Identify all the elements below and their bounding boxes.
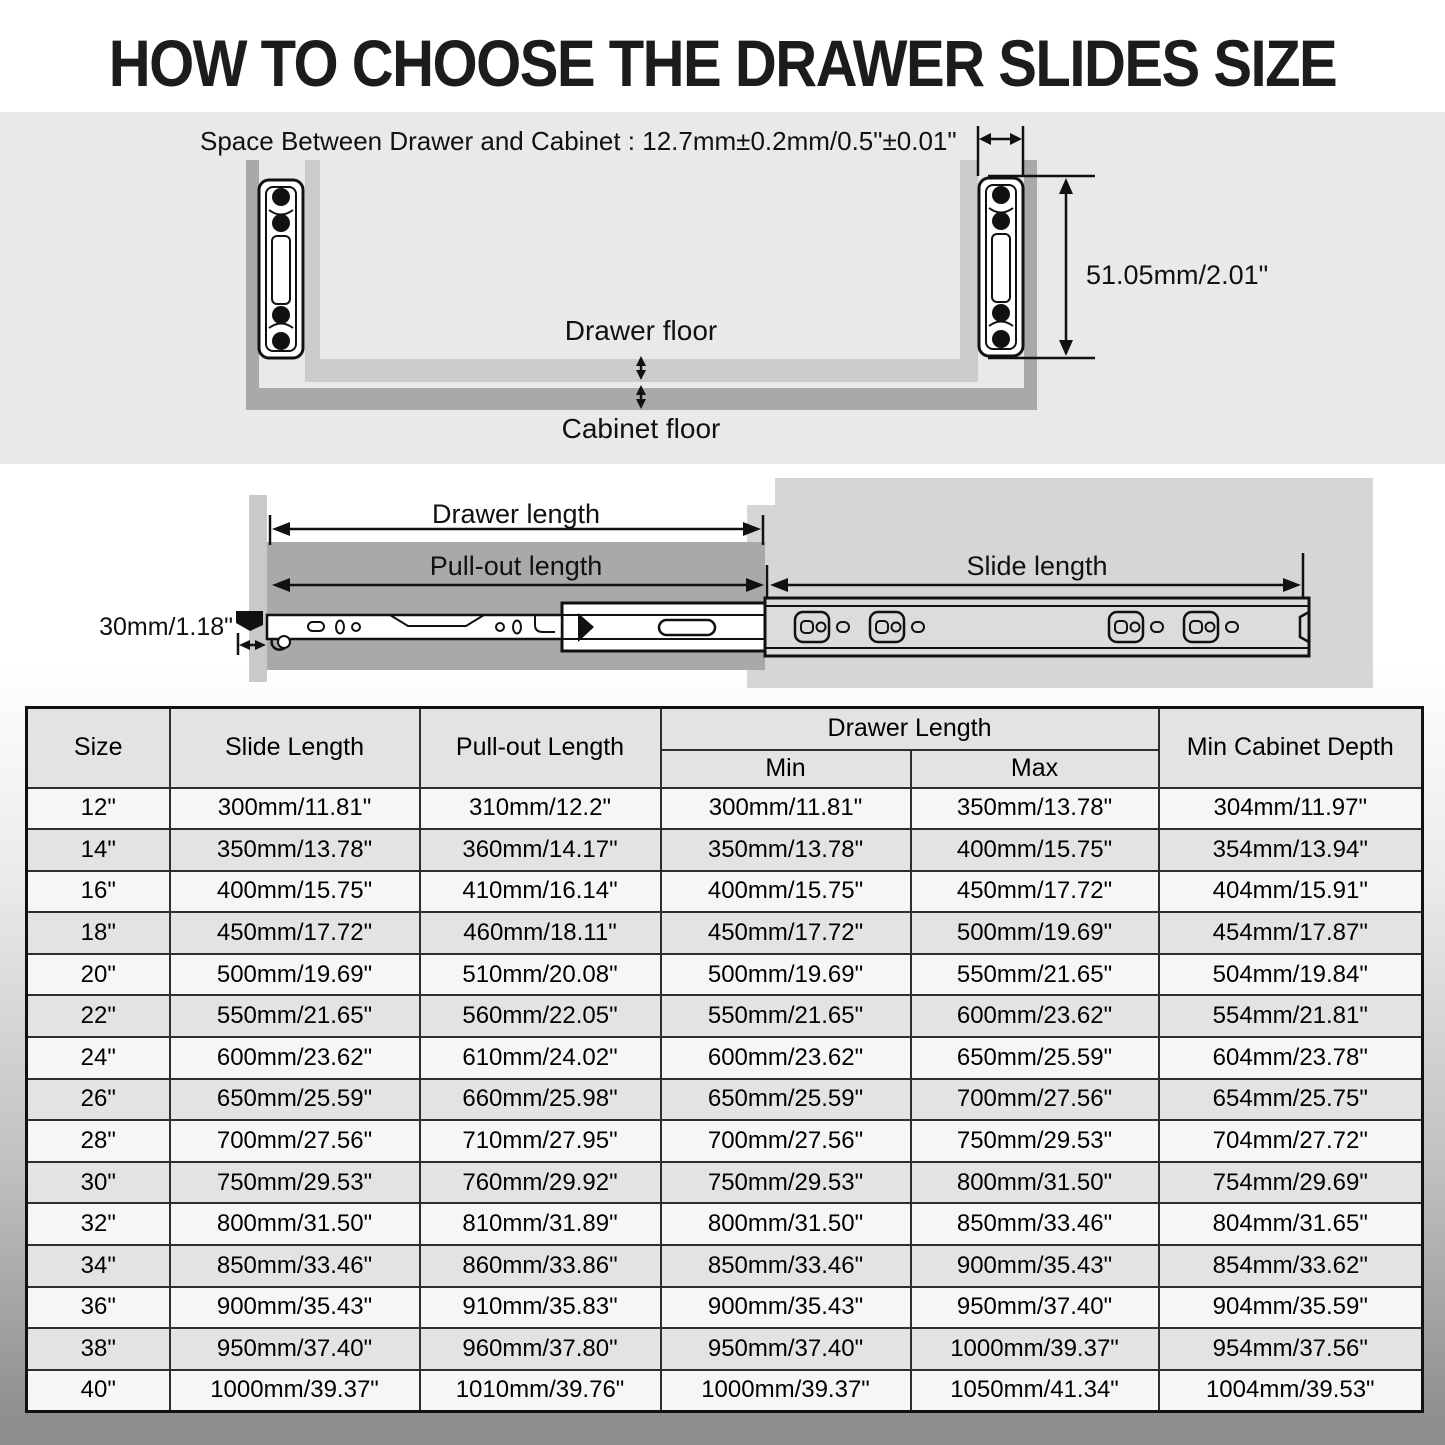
table-cell: 504mm/19.84" (1159, 954, 1423, 996)
table-cell: 1050mm/41.34" (911, 1370, 1159, 1412)
table-cell: 910mm/35.83" (420, 1287, 661, 1329)
table-cell: 700mm/27.56" (170, 1120, 420, 1162)
table-cell: 550mm/21.65" (911, 954, 1159, 996)
table-cell: 450mm/17.72" (170, 912, 420, 954)
table-row (27, 995, 1423, 1037)
table-cell: 500mm/19.69" (170, 954, 420, 996)
table-row (27, 871, 1423, 913)
table-cell: 304mm/11.97" (1159, 788, 1423, 830)
table-cell: 710mm/27.95" (420, 1120, 661, 1162)
table-cell: 28" (27, 1120, 170, 1162)
table-cell: 600mm/23.62" (911, 995, 1159, 1037)
col-header-min-cabinet-depth: Min Cabinet Depth (1159, 708, 1423, 788)
table-cell: 40" (27, 1370, 170, 1412)
table-cell: 950mm/37.40" (661, 1328, 911, 1370)
col-header-drawer-length: Drawer Length (661, 708, 1159, 750)
table-cell: 360mm/14.17" (420, 829, 661, 871)
table-row (27, 1287, 1423, 1329)
table-row (27, 1120, 1423, 1162)
table-cell: 760mm/29.92" (420, 1162, 661, 1204)
table-cell: 400mm/15.75" (911, 829, 1159, 871)
table-cell: 30" (27, 1162, 170, 1204)
table-cell: 800mm/31.50" (911, 1162, 1159, 1204)
table-cell: 754mm/29.69" (1159, 1162, 1423, 1204)
table-cell: 400mm/15.75" (661, 871, 911, 913)
col-header-max: Max (911, 750, 1159, 788)
table-cell: 36" (27, 1287, 170, 1329)
table-cell: 650mm/25.59" (911, 1037, 1159, 1079)
slide-length-label: Slide length (966, 551, 1108, 581)
col-header-pull-out-length: Pull-out Length (420, 708, 661, 788)
table-cell: 804mm/31.65" (1159, 1203, 1423, 1245)
table-cell: 24" (27, 1037, 170, 1079)
page-title: HOW TO CHOOSE THE DRAWER SLIDES SIZE (108, 26, 1337, 101)
table-cell: 654mm/25.75" (1159, 1079, 1423, 1121)
table-cell: 34" (27, 1245, 170, 1287)
table-cell: 600mm/23.62" (661, 1037, 911, 1079)
table-cell: 700mm/27.56" (911, 1079, 1159, 1121)
table-cell: 660mm/25.98" (420, 1079, 661, 1121)
table-cell: 700mm/27.56" (661, 1120, 911, 1162)
table-cell: 410mm/16.14" (420, 871, 661, 913)
table-cell: 454mm/17.87" (1159, 912, 1423, 954)
table-cell: 16" (27, 871, 170, 913)
drawer-walls (305, 160, 978, 382)
table-cell: 550mm/21.65" (170, 995, 420, 1037)
cross-section-diagram (0, 112, 1445, 464)
table-row (27, 788, 1423, 830)
cabinet-floor-label: Cabinet floor (561, 413, 721, 444)
table-cell: 750mm/29.53" (170, 1162, 420, 1204)
table-cell: 38" (27, 1328, 170, 1370)
table-cell: 604mm/23.78" (1159, 1037, 1423, 1079)
table-header (27, 708, 1423, 788)
table-row (27, 1037, 1423, 1079)
table-cell: 12" (27, 788, 170, 830)
drawer-length-label: Drawer length (431, 499, 601, 529)
length-diagram (0, 475, 1445, 690)
table-body (27, 788, 1423, 1412)
pull-out-length-label: Pull-out length (429, 551, 603, 581)
table-cell: 18" (27, 912, 170, 954)
table-row (27, 1245, 1423, 1287)
space-dimension-arrow (978, 126, 1023, 176)
table-cell: 350mm/13.78" (661, 829, 911, 871)
table-cell: 750mm/29.53" (911, 1120, 1159, 1162)
table-cell: 550mm/21.65" (661, 995, 911, 1037)
table-row (27, 1370, 1423, 1412)
outer-rail (765, 598, 1309, 656)
drawer-floor-label: Drawer floor (564, 315, 718, 346)
table-cell: 600mm/23.62" (170, 1037, 420, 1079)
cross-section-svg (0, 112, 1445, 464)
table-cell: 404mm/15.91" (1159, 871, 1423, 913)
table-cell: 800mm/31.50" (661, 1203, 911, 1245)
table-cell: 850mm/33.46" (170, 1245, 420, 1287)
table-row (27, 1079, 1423, 1121)
col-header-size: Size (27, 708, 170, 788)
table-cell: 800mm/31.50" (170, 1203, 420, 1245)
table-cell: 14" (27, 829, 170, 871)
table-row (27, 1328, 1423, 1370)
height-dimension-label: 51.05mm/2.01" (1086, 260, 1269, 290)
table-cell: 850mm/33.46" (661, 1245, 911, 1287)
bottom-gray-band (0, 1422, 1445, 1445)
col-header-min: Min (661, 750, 911, 788)
table-cell: 350mm/13.78" (911, 788, 1159, 830)
table-cell: 854mm/33.62" (1159, 1245, 1423, 1287)
table-cell: 500mm/19.69" (911, 912, 1159, 954)
table-cell: 860mm/33.86" (420, 1245, 661, 1287)
table-cell: 400mm/15.75" (170, 871, 420, 913)
left-slide-cross-section (259, 180, 303, 358)
table-row (27, 954, 1423, 996)
table-cell: 22" (27, 995, 170, 1037)
table-cell: 32" (27, 1203, 170, 1245)
right-slide-cross-section (979, 178, 1023, 356)
table-row (27, 912, 1423, 954)
rear-offset-label: 30mm/1.18" (99, 613, 233, 641)
space-dimension-label: Space Between Drawer and Cabinet : 12.7mm±0.2mm/0.5"±0.01" (200, 126, 957, 156)
table-row (27, 1162, 1423, 1204)
table-cell: 750mm/29.53" (661, 1162, 911, 1204)
table-cell: 450mm/17.72" (911, 871, 1159, 913)
table-cell: 650mm/25.59" (170, 1079, 420, 1121)
table-cell: 20" (27, 954, 170, 996)
table-cell: 1000mm/39.37" (661, 1370, 911, 1412)
table-cell: 510mm/20.08" (420, 954, 661, 996)
table-cell: 900mm/35.43" (911, 1245, 1159, 1287)
table-cell: 460mm/18.11" (420, 912, 661, 954)
table-cell: 950mm/37.40" (170, 1328, 420, 1370)
table-cell: 500mm/19.69" (661, 954, 911, 996)
table-cell: 310mm/12.2" (420, 788, 661, 830)
table-cell: 610mm/24.02" (420, 1037, 661, 1079)
table-row (27, 1203, 1423, 1245)
table-cell: 900mm/35.43" (170, 1287, 420, 1329)
col-header-slide-length: Slide Length (170, 708, 420, 788)
table-cell: 950mm/37.40" (911, 1287, 1159, 1329)
table-cell: 1000mm/39.37" (911, 1328, 1159, 1370)
table-cell: 1010mm/39.76" (420, 1370, 661, 1412)
table-cell: 354mm/13.94" (1159, 829, 1423, 871)
table-cell: 300mm/11.81" (661, 788, 911, 830)
table-cell: 650mm/25.59" (661, 1079, 911, 1121)
table-cell: 560mm/22.05" (420, 995, 661, 1037)
table-cell: 904mm/35.59" (1159, 1287, 1423, 1329)
table-cell: 300mm/11.81" (170, 788, 420, 830)
table-cell: 1004mm/39.53" (1159, 1370, 1423, 1412)
table-cell: 1000mm/39.37" (170, 1370, 420, 1412)
drawer-front-panel (249, 495, 267, 682)
table-cell: 26" (27, 1079, 170, 1121)
middle-rail (562, 603, 765, 651)
size-table (25, 706, 1424, 1413)
table-cell: 810mm/31.89" (420, 1203, 661, 1245)
table-row (27, 829, 1423, 871)
table-cell: 960mm/37.80" (420, 1328, 661, 1370)
table-cell: 554mm/21.81" (1159, 995, 1423, 1037)
table-cell: 704mm/27.72" (1159, 1120, 1423, 1162)
table-cell: 350mm/13.78" (170, 829, 420, 871)
table-cell: 850mm/33.46" (911, 1203, 1159, 1245)
table-cell: 450mm/17.72" (661, 912, 911, 954)
table-cell: 900mm/35.43" (661, 1287, 911, 1329)
table-cell: 954mm/37.56" (1159, 1328, 1423, 1370)
